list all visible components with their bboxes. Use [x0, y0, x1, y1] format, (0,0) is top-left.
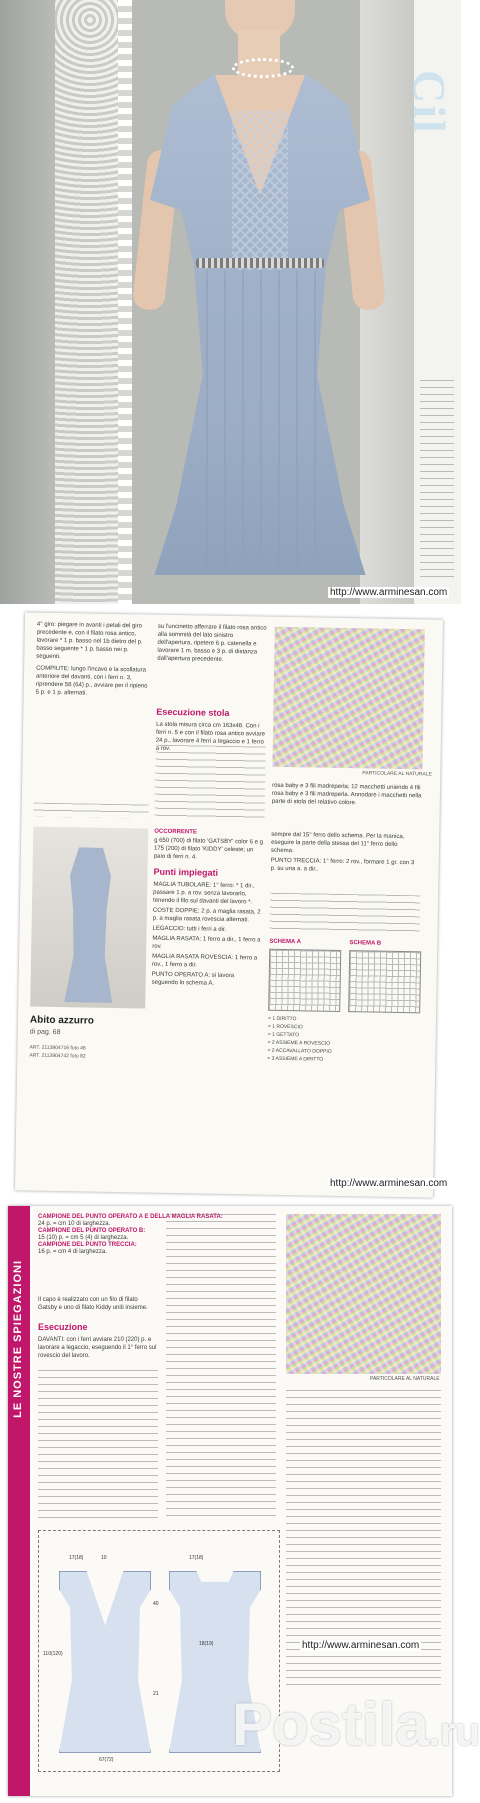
left-column-text	[34, 621, 152, 803]
yarn-swatch-photo	[272, 627, 424, 770]
gauge-heading: CAMPIONE DEL PUNTO OPERATO B:	[38, 1228, 146, 1234]
small-dress-photo	[30, 827, 148, 1009]
right-column-text	[271, 782, 422, 825]
postila-watermark	[232, 1690, 480, 1759]
lace-edge-decoration	[118, 0, 132, 604]
schema-b-chart	[348, 950, 421, 1013]
stitch-item: MAGLIA RASATA ROVESCIA: 1 ferro a rov., 1 ferro a dir.	[151, 953, 258, 969]
left-paragraph: COMPIUTE: lungo l'incavo e la scollatura anteriore del davanti, con i ferri n. 3, riprendere 58 (64) p., avviare per il ripieno 5 p. e 1 p. alternati.	[35, 665, 148, 697]
stitch-item: LEGACCIO: tutti i ferri a dir.	[152, 925, 227, 933]
right-paragraph: rosa baby e 3 fili madreperla; 12 macchetti uniendo 4 fili rosa baby e 3 fili madreperla. Annodare i macchetti nella parte di stola del relativo colore.	[271, 782, 422, 807]
legend-item: = 3 ASSIEME A DIRITTO	[267, 1055, 324, 1063]
front-piece-shape	[59, 1571, 151, 1753]
stitch-item: MAGLIA TUBOLARE: 1° ferro: * 1 dir., passare 1 p. a rov. senza lavorarlo, tenendo il filo sul davanti del lavoro *.	[153, 881, 255, 906]
middle-paragraph: su l'uncinetto afferrare il filato rosa antico alla sommità del lato sinistro dell'apertura, ripetere 6 p. catenella e lavorare 1 m. basso e 3 p. di distanza dall'apertura precedente.	[157, 623, 267, 663]
esecuzione-text: DAVANTI: con i ferri avviare 210 (220) p. e lavorare a legaccio, eseguendo il 1° ferro sul rovescio del lavoro.	[38, 1337, 157, 1359]
magazine-sheet	[15, 612, 443, 1197]
intro-text: Il capo è realizzato con un filo di filato Gatsby e uno di filato Kiddy uniti insieme.	[38, 1297, 148, 1311]
dimension-label: 10	[101, 1555, 107, 1561]
legend-item: = 1 DIRITTO	[267, 1015, 297, 1023]
magazine-text-lines	[420, 380, 454, 580]
watermark-url-link[interactable]: http://www.arminesan.com	[302, 1640, 420, 1651]
materials-heading: OCCORRENTE	[154, 828, 197, 836]
photo-panel	[0, 0, 460, 604]
right-stitch-paragraph: PUNTO TRECCIA: 1° ferro: 2 rov., formare 1 gr. con 3 p. su una a. a dir..	[270, 857, 415, 873]
pearl-necklace	[232, 58, 294, 78]
dimension-label: 67(72)	[99, 1757, 114, 1763]
postila-brand: Postila	[232, 1691, 429, 1758]
stitch-item: MAGLIA RASATA: 1 ferro a dir., 1 ferro a rov.	[152, 935, 261, 950]
text-lines	[166, 1214, 276, 1520]
gauge-heading: CAMPIONE DEL PUNTO OPERATO A E DELLA MAGLIA RASATA:	[38, 1214, 223, 1220]
stitches-list	[150, 881, 263, 1073]
dimension-label: 17(18)	[189, 1555, 204, 1561]
dimension-label: 21	[153, 1691, 159, 1697]
swatch-caption: PARTICOLARE AL NATURALE	[370, 1376, 440, 1382]
gauge-line: 16 p. = cm 4 di larghezza.	[38, 1249, 107, 1255]
dimension-label: 40	[153, 1601, 159, 1607]
watermark-url-link[interactable]: http://www.arminesan.com	[330, 587, 448, 598]
gauge-heading: CAMPIONE DEL PUNTO TRECCIA:	[38, 1242, 137, 1248]
abito-title: Abito azzurro	[29, 1014, 94, 1027]
legend-item: = 2 ACCAVALLATO DOPPIO	[267, 1047, 332, 1055]
left-paragraph: 4° giro: piegare in avanti i petali del giro precedente e, con il filato rosa antico, lavorare * 1 p. basso nel 1b dietro del p. basso seguente * 1 p. basso nei p. seguenti.	[36, 621, 143, 661]
dimension-label: 17(18)	[69, 1555, 84, 1561]
yarn-swatch-photo	[286, 1214, 441, 1374]
right-stitch-paragraph: sempre dal 15° ferro dello schema. Per la manica, eseguire la parte della stessa del 11° ferro dello schema.	[270, 831, 405, 855]
chart-legend	[267, 1015, 418, 1066]
instructions-page-1	[0, 604, 460, 1200]
article-ref: ART. 2113904716 foto 46	[29, 1044, 86, 1052]
sidebar-title: LE NOSTRE SPIEGAZIONI	[12, 1260, 24, 1418]
gauge-info	[38, 1214, 223, 1284]
mini-dress-figure	[58, 847, 121, 1003]
beaded-belt	[196, 258, 324, 268]
esecuzione-heading: Esecuzione	[38, 1322, 88, 1332]
legend-item: = 1 ROVESCIO	[267, 1023, 303, 1031]
postila-suffix: .ru	[428, 1710, 480, 1754]
lace-stitch-panel	[232, 110, 288, 270]
middle-column-text	[157, 623, 268, 685]
abito-page-ref: di pag. 68	[29, 1028, 61, 1037]
stitches-heading: Punti impiegati	[153, 866, 219, 878]
schema-a-chart	[268, 949, 341, 1012]
text-lines	[155, 745, 266, 819]
swatch-caption: PARTICOLARE AL NATURALE	[362, 770, 432, 778]
gauge-line: 15 (10) p. = cm 5 (4) di larghezza.	[38, 1235, 129, 1241]
stitch-item: PUNTO OPERATO A: si lavora seguendo lo schema A.	[151, 971, 235, 987]
watermark-url-link[interactable]: http://www.arminesan.com	[330, 1178, 448, 1189]
stola-paragraph: La stola misura circa cm 163x48. Con i ferri n. 5 e con il filato rosa antico avviare 24 p., lavorare 4 ferri a legaccio e 1 ferro a rov.	[155, 721, 266, 752]
legend-item: = 2 ASSIEME A ROVESCIO	[267, 1039, 331, 1047]
dimension-label: 110(120)	[43, 1651, 63, 1657]
gauge-line: 24 p. = cm 10 di larghezza.	[38, 1221, 111, 1227]
text-lines	[270, 893, 421, 936]
dimension-label: 18(19)	[199, 1641, 214, 1647]
text-lines	[38, 1370, 158, 1520]
skirt-rib-lines	[190, 270, 330, 570]
lace-border-decoration	[55, 0, 125, 604]
right-stitch-text	[270, 831, 421, 894]
stitch-item: COSTE DOPPIE: 2 p. a maglia rasata, 2 p. a maglia rasata rovescia alternati.	[152, 907, 261, 924]
article-ref: ART. 2113904742 foto 82	[29, 1052, 86, 1060]
schema-a-label: SCHEMA A	[269, 938, 301, 946]
schema-b-label: SCHEMA B	[349, 940, 382, 947]
magazine-title-fragment: Cil	[404, 70, 455, 135]
materials-text: g 650 (700) di filato 'GATSBY' color 6 e g 175 (200) di filato 'KIDDY' celeste; un paio di ferri n. 4.	[153, 837, 264, 861]
heading-stola: Esecuzione stola	[156, 706, 230, 718]
legend-item: = 1 GETTATO	[267, 1031, 300, 1039]
text-lines	[34, 803, 149, 819]
